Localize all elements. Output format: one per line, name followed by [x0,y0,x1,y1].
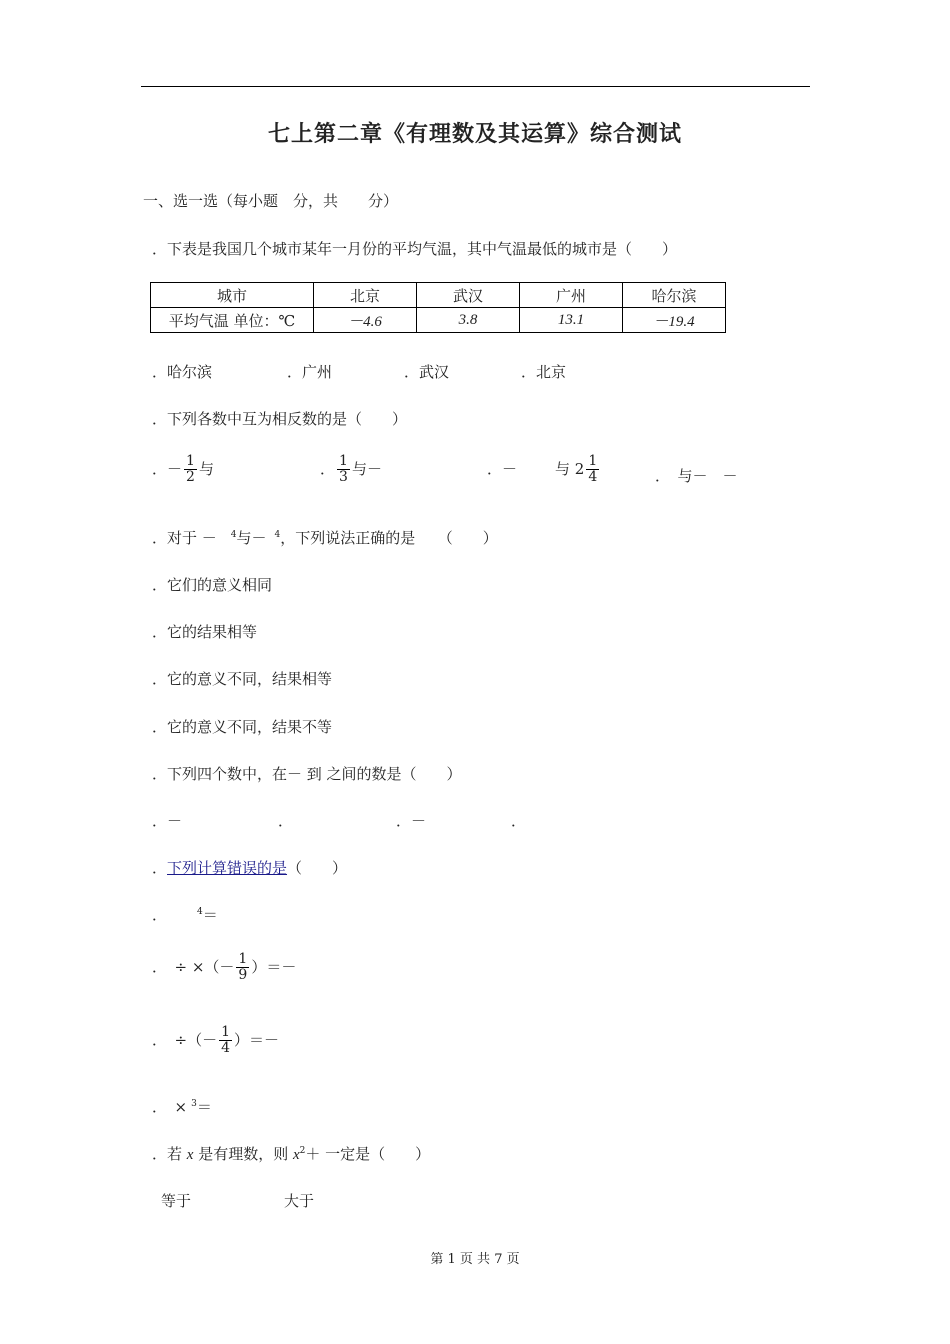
exponent: 2 [299,1146,306,1156]
option-text: ．－ [152,459,183,478]
q4-option-b: ． [278,812,294,830]
temperature-table [150,282,726,333]
question-2-stem: ．下列各数中互为相反数的是（ ） [152,410,408,428]
q3-option-b: ．它的结果相等 [152,623,258,641]
exponent: 4 [230,530,237,540]
option-text: ＝ [202,906,218,924]
q5-option-d [152,1096,212,1117]
table-cell: 武汉 [417,283,520,308]
table-cell: 北京 [314,283,417,308]
question-5-stem [152,857,347,878]
variable: x [186,1147,194,1163]
q5-option-a [152,904,218,925]
table-cell: 3.8 [417,308,520,333]
fraction [337,454,350,486]
stem-text: ．若 [152,1145,187,1163]
numerator: 1 [588,453,598,469]
numerator: 1 [186,453,195,469]
option-text: ．－ [487,459,518,478]
q3-option-c: ．它的意义不同，结果相等 [152,670,333,688]
q3-option-a: ．它们的意义相同 [152,576,273,594]
option-text: 与 2 [555,459,585,478]
q4-option-c: ．－ [396,812,427,830]
stem-text: 与－ [236,529,267,547]
q6-option-b: 大于 [284,1192,315,1210]
stem-text: ．对于 － [152,529,217,547]
option-text: ）＝－ [251,957,297,976]
q1-option-a: ．哈尔滨 [152,363,213,381]
fraction [219,1025,232,1057]
option-text: ． ÷ ×（－ [152,957,235,976]
exponent: 3 [191,1099,197,1109]
header-rule [141,86,810,87]
numerator: 1 [238,951,248,967]
table-cell: 广州 [520,283,623,308]
q2-option-b [320,454,382,486]
q4-option-a: ．－ [152,812,183,830]
q1-option-d: ．北京 [521,363,567,381]
stem-text: ． [152,859,168,877]
option-text: ． ÷（－ [152,1030,218,1049]
fraction [184,454,197,486]
table-cell: －4.6 [314,308,417,333]
table-cell: 平均气温 单位：℃ [151,308,314,333]
q1-option-c: ．武汉 [404,363,450,381]
exponent: 4 [274,530,281,540]
question-link[interactable]: 下列计算错误的是 [167,859,288,877]
question-4-stem: ．下列四个数中，在－ 到 之间的数是（ ） [152,765,462,783]
q5-option-b [152,952,296,984]
option-text: 与－ [351,459,382,478]
q5-option-c [152,1025,279,1057]
denominator: 2 [186,469,195,486]
q4-option-d: ． [511,812,527,830]
table-row [151,283,726,308]
q6-option-a: 等于 [161,1192,192,1210]
stem-text: ＋ 一定是（ ） [305,1145,431,1163]
table-cell: 13.1 [520,308,623,333]
option-text: 与 [198,459,214,478]
q2-option-c [487,454,601,486]
option-text: ． × [152,1098,188,1116]
table-cell: 城市 [151,283,314,308]
option-text: ． [152,906,168,924]
option-text: ）＝－ [234,1030,280,1049]
page-footer: 第 1 页 共 7 页 [430,1252,520,1267]
stem-text: ，下列说法正确的是 （ ） [280,529,498,547]
stem-text: （ ） [287,859,348,877]
numerator: 1 [339,453,348,469]
option-text: ＝ [196,1098,212,1116]
question-1-stem: ．下表是我国几个城市某年一月份的平均气温，其中气温最低的城市是（ ） [152,240,678,258]
table-row [151,308,726,333]
table-cell: 哈尔滨 [623,283,726,308]
q1-option-b: ．广州 [287,363,333,381]
fraction [236,952,249,984]
stem-text: 是有理数，则 [193,1145,293,1163]
denominator: 9 [238,967,248,984]
section-heading: 一、选一选（每小题 分，共 分） [143,192,399,210]
denominator: 4 [588,469,598,486]
page-title: 七上第二章《有理数及其运算》综合测试 [267,121,682,147]
variable: x [293,1147,300,1163]
q2-option-d: ． 与－ － [655,467,738,485]
table-cell: －19.4 [623,308,726,333]
q3-option-d: ．它的意义不同，结果不等 [152,718,333,736]
option-text: ． [320,459,336,478]
denominator: 4 [221,1040,230,1057]
q2-option-a [152,454,214,486]
exponent: 4 [197,907,203,917]
numerator: 1 [221,1024,230,1040]
denominator: 3 [339,469,348,486]
question-3-stem [152,527,498,548]
fraction [586,454,599,486]
question-6-stem [152,1143,430,1164]
